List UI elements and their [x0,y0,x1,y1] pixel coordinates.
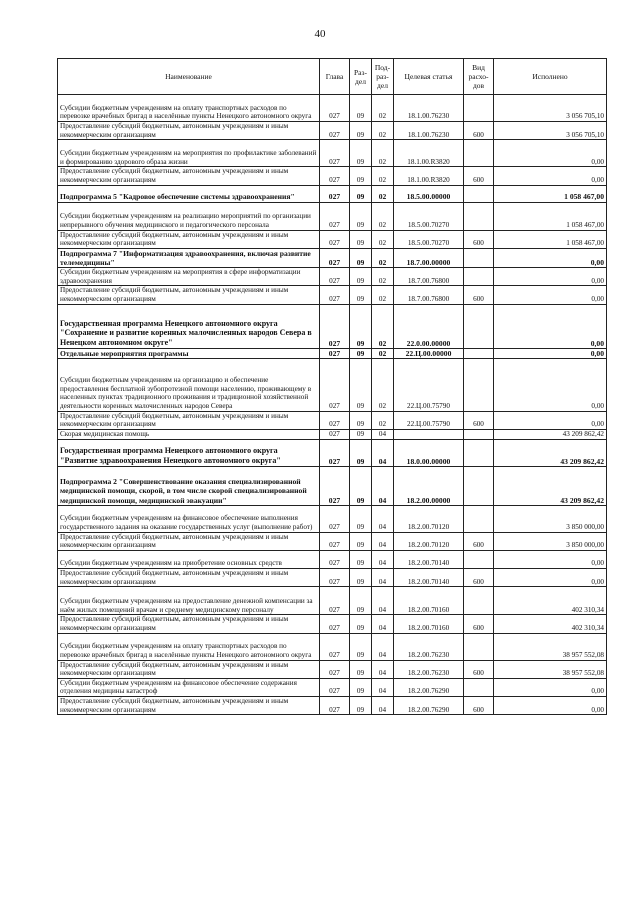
row-target: 18.7.00.76800 [394,268,464,286]
row-target: 18.2.00.76290 [394,697,464,715]
row-chapter: 027 [320,286,350,304]
row-subsection: 04 [372,532,394,550]
row-subsection: 04 [372,466,394,505]
row-expense-type: 600 [464,122,494,140]
row-target: 18.1.00.R3820 [394,140,464,167]
row-section: 09 [350,122,372,140]
table-row [58,348,607,358]
table-row [58,660,607,678]
header-expense-type: Вид расхо- дов [464,59,494,95]
row-section: 09 [350,430,372,440]
row-expense-type: 600 [464,411,494,429]
row-name: Скорая медицинская помощь [58,430,320,440]
table-row [58,202,607,230]
row-subsection: 02 [372,185,394,202]
table-row [58,615,607,633]
row-name: Предоставление субсидий бюджетным, автономным учреждениям и иным некоммерческим организациям [58,697,320,715]
row-expense-type [464,358,494,411]
row-name: Субсидии бюджетным учреждениям на мероприятия в сфере информатизации здравоохранения [58,268,320,286]
row-subsection: 02 [372,122,394,140]
row-subsection: 04 [372,550,394,568]
row-expense-type: 600 [464,660,494,678]
row-expense-type: 600 [464,230,494,248]
table-row [58,568,607,586]
row-target: 18.1.00.76230 [394,95,464,122]
header-subsection: Под- раз- дел [372,59,394,95]
table-row [58,304,607,348]
row-name: Отдельные мероприятия программы [58,348,320,358]
row-section: 09 [350,697,372,715]
row-amount: 0,00 [494,268,607,286]
row-chapter: 027 [320,697,350,715]
row-section: 09 [350,230,372,248]
table-row [58,358,607,411]
row-chapter: 027 [320,505,350,532]
row-chapter: 027 [320,202,350,230]
row-expense-type [464,202,494,230]
row-section: 09 [350,568,372,586]
header-chapter: Глава [320,59,350,95]
header-executed: Исполнено [494,59,607,95]
row-name: Субсидии бюджетным учреждениям на оплату транспортных расходов по перевозке врачебных бригад в населённые пункты Ненецкого автономного округа [58,95,320,122]
row-name: Предоставление субсидий бюджетным, автономным учреждениям и иным некоммерческим организациям [58,532,320,550]
row-expense-type [464,505,494,532]
row-target: 22.Ц.00.75790 [394,411,464,429]
row-subsection: 04 [372,587,394,615]
row-amount: 1 058 467,00 [494,202,607,230]
row-amount: 0,00 [494,568,607,586]
row-amount: 0,00 [494,286,607,304]
row-target: 18.1.00.76230 [394,122,464,140]
table-row [58,532,607,550]
row-section: 09 [350,286,372,304]
row-amount: 0,00 [494,678,607,696]
row-amount: 402 310,34 [494,587,607,615]
row-name: Предоставление субсидий бюджетным, автономным учреждениям и иным некоммерческим организациям [58,411,320,429]
row-target: 18.1.00.R3820 [394,167,464,185]
row-target: 18.2.00.00000 [394,466,464,505]
row-section: 09 [350,532,372,550]
row-target: 18.5.00.70270 [394,230,464,248]
table-row [58,248,607,267]
row-subsection: 02 [372,304,394,348]
row-expense-type [464,185,494,202]
row-chapter: 027 [320,167,350,185]
row-section: 09 [350,587,372,615]
row-target: 18.2.00.76230 [394,660,464,678]
row-target: 18.2.00.70140 [394,568,464,586]
row-amount: 0,00 [494,167,607,185]
table-row [58,230,607,248]
row-expense-type [464,304,494,348]
row-chapter: 027 [320,430,350,440]
row-expense-type [464,140,494,167]
row-chapter: 027 [320,185,350,202]
row-amount: 43 209 862,42 [494,430,607,440]
row-target [394,430,464,440]
row-chapter: 027 [320,140,350,167]
row-expense-type [464,268,494,286]
row-name: Субсидии бюджетным учреждениям на финансовое обеспечение содержания отделения медицины катастроф [58,678,320,696]
row-chapter: 027 [320,439,350,466]
row-amount: 0,00 [494,304,607,348]
row-amount: 3 056 705,10 [494,95,607,122]
row-name: Предоставление субсидий бюджетным, автономным учреждениям и иным некоммерческим организациям [58,230,320,248]
row-name: Субсидии бюджетным учреждениям на организацию и обеспечение предоставления бесплатной зубопротезной помощи населению, проживающему в населенных пунктах традиционного проживания и традиционной хозяйственной деятельности коренных малочисленных народов Севера [58,358,320,411]
row-expense-type: 600 [464,532,494,550]
row-amount: 0,00 [494,248,607,267]
row-subsection: 02 [372,95,394,122]
row-amount: 38 957 552,08 [494,660,607,678]
row-name: Государственная программа Ненецкого автономного округа "Сохранение и развитие коренных малочисленных народов Севера в Ненецком автономном округе" [58,304,320,348]
row-target: 18.2.00.70160 [394,615,464,633]
table-row [58,140,607,167]
row-chapter: 027 [320,122,350,140]
table-row [58,587,607,615]
row-amount: 1 058 467,00 [494,230,607,248]
row-section: 09 [350,140,372,167]
header-name: Наименование [58,59,320,95]
row-section: 09 [350,633,372,660]
row-section: 09 [350,185,372,202]
row-name: Субсидии бюджетным учреждениям на финансовое обеспечение выполнения государственного задания на оказание государственных услуг (выполнение работ) [58,505,320,532]
row-section: 09 [350,466,372,505]
row-section: 09 [350,358,372,411]
row-section: 09 [350,660,372,678]
row-name: Подпрограмма 7 "Информатизация здравоохранения, включая развитие телемедицины" [58,248,320,267]
row-name: Субсидии бюджетным учреждениям на приобретение основных средств [58,550,320,568]
row-chapter: 027 [320,568,350,586]
row-subsection: 02 [372,202,394,230]
row-name: Субсидии бюджетным учреждениям на реализацию мероприятий по организации непрерывного обучения медицинского и педагогического персонала [58,202,320,230]
row-amount: 0,00 [494,697,607,715]
row-subsection: 04 [372,568,394,586]
row-subsection: 02 [372,411,394,429]
row-subsection: 02 [372,167,394,185]
row-amount: 0,00 [494,550,607,568]
row-section: 09 [350,411,372,429]
table-row [58,550,607,568]
row-name: Подпрограмма 2 "Совершенствование оказания специализированной медицинской помощи, скорой, в том числе скорой специализированной медицинской помощи, медицинской эвакуации" [58,466,320,505]
row-subsection: 04 [372,615,394,633]
row-section: 09 [350,95,372,122]
row-chapter: 027 [320,678,350,696]
table-row [58,466,607,505]
row-expense-type: 600 [464,286,494,304]
row-expense-type [464,348,494,358]
row-chapter: 027 [320,358,350,411]
row-target: 18.2.00.76230 [394,633,464,660]
row-section: 09 [350,248,372,267]
row-target: 18.2.00.76290 [394,678,464,696]
row-chapter: 027 [320,550,350,568]
row-section: 09 [350,505,372,532]
row-target: 18.2.00.70120 [394,505,464,532]
row-section: 09 [350,268,372,286]
row-chapter: 027 [320,660,350,678]
row-chapter: 027 [320,615,350,633]
row-expense-type: 600 [464,167,494,185]
row-name: Субсидии бюджетным учреждениям на мероприятия по профилактике заболеваний и формированию здорового образа жизни [58,140,320,167]
row-subsection: 04 [372,505,394,532]
row-chapter: 027 [320,304,350,348]
row-section: 09 [350,678,372,696]
row-expense-type: 600 [464,615,494,633]
row-expense-type [464,633,494,660]
row-amount: 0,00 [494,411,607,429]
row-amount: 0,00 [494,348,607,358]
row-expense-type [464,587,494,615]
row-amount: 43 209 862,42 [494,466,607,505]
row-expense-type [464,466,494,505]
table-row [58,678,607,696]
row-amount: 0,00 [494,358,607,411]
header-target: Целевая статья [394,59,464,95]
row-target: 18.7.00.76800 [394,286,464,304]
row-expense-type [464,439,494,466]
row-subsection: 02 [372,358,394,411]
row-subsection: 02 [372,230,394,248]
row-amount: 3 850 000,00 [494,532,607,550]
row-chapter: 027 [320,348,350,358]
row-name: Предоставление субсидий бюджетным, автономным учреждениям и иным некоммерческим организациям [58,660,320,678]
table-row [58,95,607,122]
budget-table [57,58,607,715]
row-chapter: 027 [320,248,350,267]
row-amount: 402 310,34 [494,615,607,633]
row-section: 09 [350,304,372,348]
row-amount: 38 957 552,08 [494,633,607,660]
row-name: Предоставление субсидий бюджетным, автономным учреждениям и иным некоммерческим организациям [58,615,320,633]
table-row [58,505,607,532]
row-chapter: 027 [320,587,350,615]
table-row [58,286,607,304]
row-name: Субсидии бюджетным учреждениям на оплату транспортных расходов по перевозке врачебных бригад в населённые пункты Ненецкого автономного округа [58,633,320,660]
row-name: Подпрограмма 5 "Кадровое обеспечение системы здравоохранения" [58,185,320,202]
row-amount: 3 056 705,10 [494,122,607,140]
table-row [58,268,607,286]
row-name: Государственная программа Ненецкого автономного округа "Развитие здравоохранения Ненецкого автономного округа" [58,439,320,466]
row-target: 18.5.00.70270 [394,202,464,230]
row-section: 09 [350,167,372,185]
page-number: 40 [314,28,326,40]
table-body [58,95,607,715]
row-name: Предоставление субсидий бюджетным, автономным учреждениям и иным некоммерческим организациям [58,167,320,185]
row-section: 09 [350,615,372,633]
row-name: Предоставление субсидий бюджетным, автономным учреждениям и иным некоммерческим организациям [58,122,320,140]
row-target: 18.2.00.70120 [394,532,464,550]
table-row [58,439,607,466]
row-target: 18.2.00.70140 [394,550,464,568]
row-amount: 1 058 467,00 [494,185,607,202]
row-expense-type [464,248,494,267]
row-target: 22.Ц.00.75790 [394,358,464,411]
row-name: Предоставление субсидий бюджетным, автономным учреждениям и иным некоммерческим организациям [58,286,320,304]
row-section: 09 [350,202,372,230]
table-row [58,185,607,202]
row-chapter: 027 [320,466,350,505]
table-row [58,697,607,715]
row-chapter: 027 [320,95,350,122]
row-chapter: 027 [320,532,350,550]
row-subsection: 04 [372,660,394,678]
table-row [58,430,607,440]
row-amount: 43 209 862,42 [494,439,607,466]
row-target: 22.Ц.00.00000 [394,348,464,358]
row-target: 18.5.00.00000 [394,185,464,202]
row-subsection: 02 [372,348,394,358]
row-chapter: 027 [320,268,350,286]
table-row [58,633,607,660]
row-expense-type [464,678,494,696]
row-target: 18.2.00.70160 [394,587,464,615]
row-section: 09 [350,550,372,568]
row-expense-type [464,550,494,568]
row-expense-type [464,430,494,440]
row-expense-type: 600 [464,568,494,586]
row-target: 18.7.00.00000 [394,248,464,267]
row-section: 09 [350,439,372,466]
row-subsection: 04 [372,697,394,715]
row-expense-type [464,95,494,122]
row-subsection: 04 [372,430,394,440]
row-target: 18.0.00.00000 [394,439,464,466]
row-subsection: 02 [372,286,394,304]
row-chapter: 027 [320,230,350,248]
row-subsection: 02 [372,268,394,286]
row-subsection: 04 [372,633,394,660]
row-name: Субсидии бюджетным учреждениям на предоставление денежной компенсации за наём жилых помещений врачам и среднему медицинскому персоналу [58,587,320,615]
header-section: Раз- дел [350,59,372,95]
table-row [58,167,607,185]
row-subsection: 04 [372,678,394,696]
row-subsection: 02 [372,140,394,167]
row-amount: 3 850 000,00 [494,505,607,532]
table-row [58,411,607,429]
header-row [58,59,607,95]
row-section: 09 [350,348,372,358]
table-row [58,122,607,140]
row-chapter: 027 [320,411,350,429]
row-target: 22.0.00.00000 [394,304,464,348]
row-chapter: 027 [320,633,350,660]
row-name: Предоставление субсидий бюджетным, автономным учреждениям и иным некоммерческим организациям [58,568,320,586]
row-subsection: 04 [372,439,394,466]
row-subsection: 02 [372,248,394,267]
row-expense-type: 600 [464,697,494,715]
row-amount: 0,00 [494,140,607,167]
